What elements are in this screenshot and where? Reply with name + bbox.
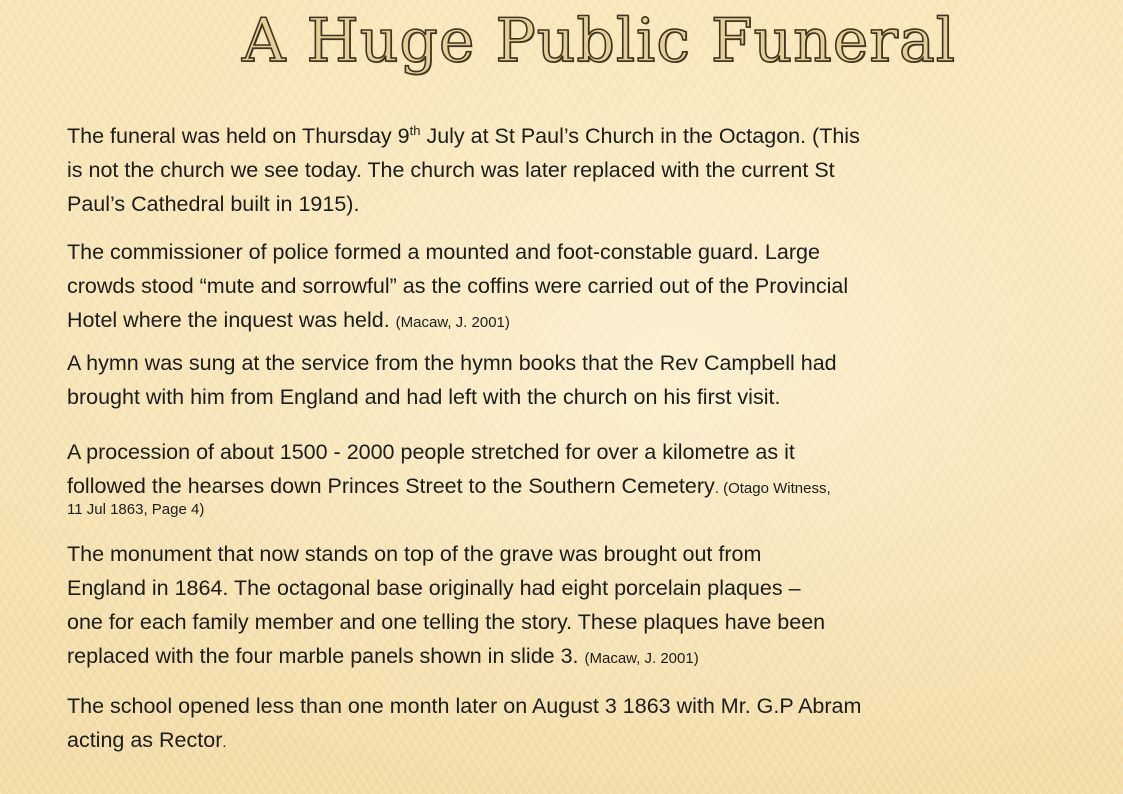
paragraph-school	[67, 689, 861, 760]
paragraph-police	[67, 235, 848, 340]
text-line	[67, 639, 825, 676]
paragraph-monument	[67, 537, 825, 676]
text-line: crowds stood “mute and sorrowful” as the coffins were carried out of the Provincial	[67, 274, 849, 298]
text-line	[67, 723, 861, 760]
text-line: A hymn was sung at the service from the hymn books that the Rev Campbell had	[67, 351, 837, 375]
text-segment: acting as Rector	[67, 728, 223, 752]
citation: (Macaw, J. 2001)	[584, 650, 699, 667]
text-line: The school opened less than one month later on August 3 1863 with Mr. G.P Abram	[67, 694, 862, 718]
superscript: th	[409, 122, 421, 138]
text-segment: The funeral was held on Thursday 9	[67, 124, 410, 148]
text-line: A procession of about 1500 - 2000 people stretched for over a kilometre as it	[67, 440, 795, 464]
text-segment: followed the hearses down Princes Street to the Southern Cemetery	[67, 474, 715, 498]
text-line: one for each family member and one telling the story. These plaques have been	[67, 610, 826, 634]
text-line: The monument that now stands on top of the grave was brought out from	[67, 542, 762, 566]
text-line	[67, 303, 848, 340]
text-segment: .	[222, 734, 227, 751]
text-line: Paul’s Cathedral built in 1915).	[67, 192, 360, 216]
text-segment: replaced with the four marble panels shown in slide 3.	[67, 644, 585, 668]
citation: 11 Jul 1863, Page 4)	[67, 501, 205, 518]
text-line: The commissioner of police formed a mounted and foot-constable guard. Large	[67, 240, 820, 264]
text-line: is not the church we see today. The church was later replaced with the current St	[67, 158, 835, 182]
text-segment: July at St Paul’s Church in the Octagon. (This	[420, 124, 860, 148]
text-line	[67, 119, 860, 153]
paragraph-hymn	[67, 346, 837, 414]
paragraph-funeral	[67, 119, 860, 221]
citation: (Macaw, J. 2001)	[395, 314, 510, 331]
text-line: England in 1864. The octagonal base originally had eight porcelain plaques –	[67, 576, 801, 600]
slide-title: A Huge Public Funeral	[242, 6, 956, 76]
paragraph-procession	[67, 435, 831, 520]
text-line: brought with him from England and had left with the church on his first visit.	[67, 385, 781, 409]
citation: . (Otago Witness,	[714, 480, 831, 497]
text-segment: Hotel where the inquest was held.	[67, 308, 396, 332]
